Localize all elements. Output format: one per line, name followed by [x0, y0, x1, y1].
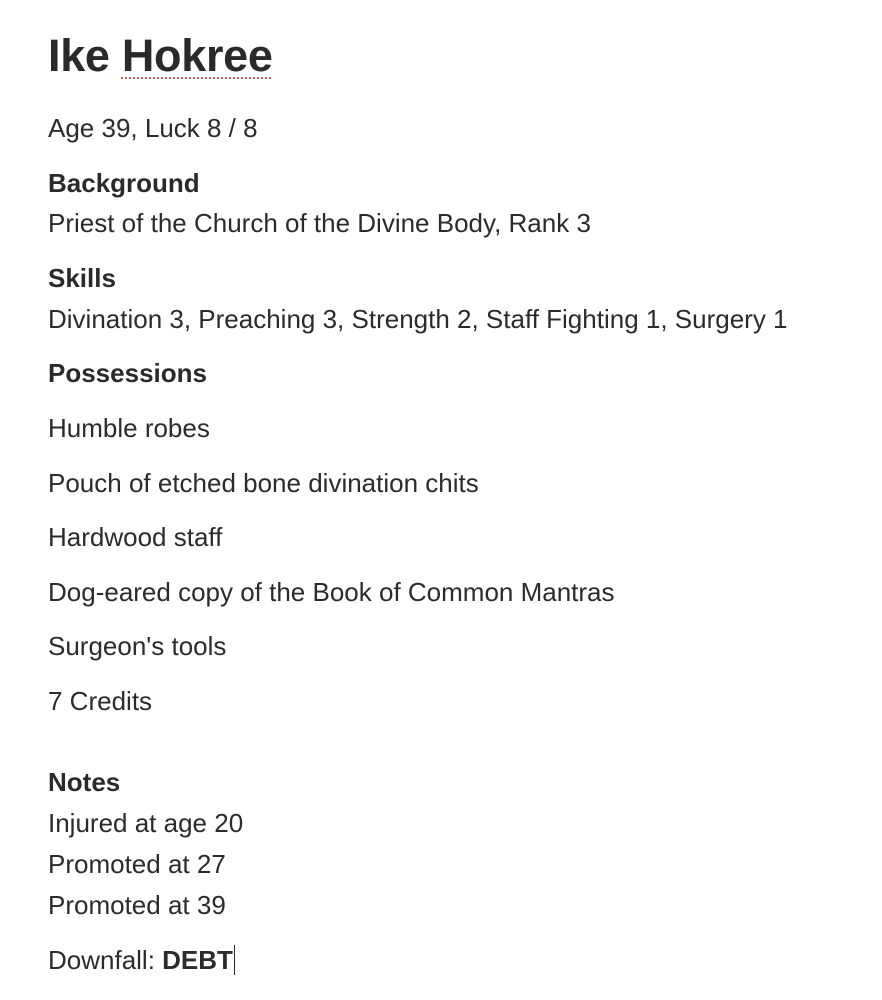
- possession-item: Humble robes: [48, 413, 210, 443]
- possession-item: 7 Credits: [48, 686, 153, 716]
- background-text: Priest of the Church of the Divine Body, Rank 3: [48, 208, 591, 238]
- note-line: Promoted at 27: [48, 849, 226, 879]
- notes-heading: Notes: [48, 767, 121, 797]
- skills-text: Divination 3, Preaching 3, Strength 2, Staff Fighting 1, Surgery 1: [48, 304, 788, 334]
- possession-item: Pouch of etched bone divination chits: [48, 468, 479, 498]
- possession-item: Hardwood staff: [48, 522, 223, 552]
- downfall-value: DEBT: [162, 945, 233, 975]
- note-line: Promoted at 39: [48, 890, 226, 920]
- background-heading: Background: [48, 168, 200, 198]
- possession-item: Dog-eared copy of the Book of Common Mantras: [48, 577, 615, 607]
- possessions-heading: Possessions: [48, 358, 207, 388]
- downfall-line[interactable]: [48, 944, 235, 976]
- title-first-name: Ike: [48, 30, 110, 81]
- downfall-label: Downfall:: [48, 945, 163, 975]
- skills-heading: Skills: [48, 263, 116, 293]
- text-cursor: [234, 945, 236, 975]
- note-line: Injured at age 20: [48, 808, 244, 838]
- possession-item: Surgeon's tools: [48, 631, 227, 661]
- title-last-name-misspelled[interactable]: Hokree: [121, 30, 273, 81]
- page-title[interactable]: [48, 28, 273, 84]
- age-luck-line: Age 39, Luck 8 / 8: [48, 113, 258, 143]
